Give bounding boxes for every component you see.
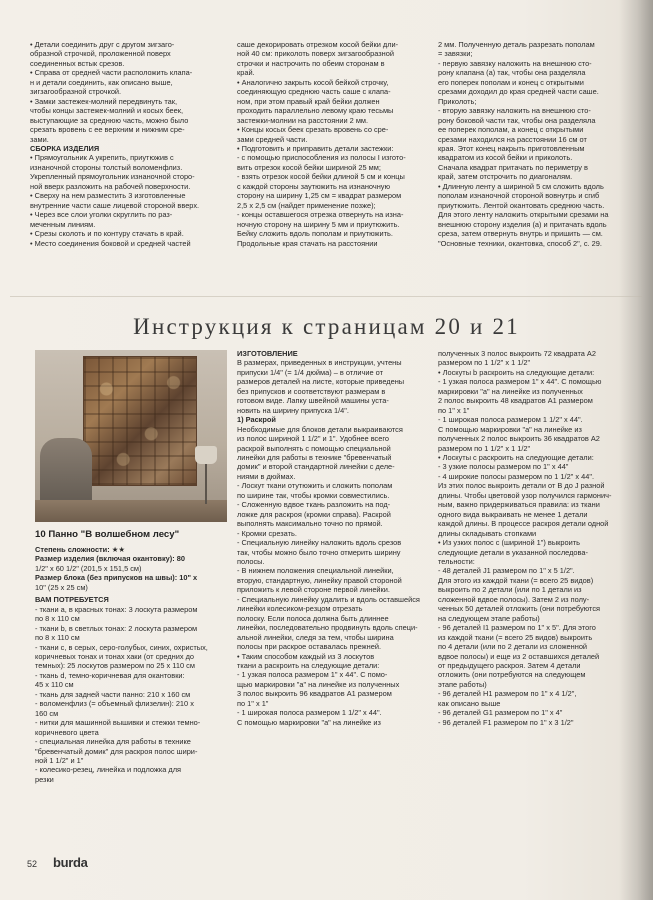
colF-line: • Из узких полос с (шириной 1") выкроить [438,538,580,548]
colC-line: Приколоть; [438,96,477,106]
colF-line: от предыдущего раскроя. Затем 4 детали [438,660,581,670]
colC-line: срезами находился на расстоянии 16 см от [438,134,587,144]
item-title: 10 Панно "В волшебном лесу" [35,529,180,540]
colD-line: 1/2" x 60 1/2" (201,5 x 151,5 см) [35,563,142,573]
colC-line: • Длинную ленту а шириной 5 см сложить вдоль [438,181,604,191]
colF-line: отложить (они потребуются на следующем [438,670,586,680]
colF-line: полученных 2 полос выкроить 36 квадратов A2 [438,434,600,444]
colD-line: коричневого цвета [35,727,99,737]
colA-line: изнаночной стороны толстый воломенфлиз. [30,162,183,172]
colE-line: ниями в дюймах. [237,471,296,481]
colE-line: новить на ширину припуска 1/4". [237,405,349,415]
colD-line: "бревенчатый домик" для раскроя полос шири- [35,746,198,756]
photo-quilt-panel-image [35,350,227,522]
colA-line: меченным линиям. [30,219,96,229]
text-column-top-left [30,40,220,248]
colA-line: • Детали соединить друг с другом зигзаго- [30,40,175,49]
colF-line: • Лоскуты c раскроить на следующие детали: [438,452,594,462]
colF-line: из каждой ткани (= всего 25 видов) выкроить [438,632,593,642]
colF-line: каждой длины. В процессе раскроя детали одной [438,519,609,529]
colE-line: • Таким способом каждый из 3 лоскутов [237,651,375,661]
colE-line: приложить к левой стороне первой линейки. [237,585,390,595]
colD-line: - ткани b, в светлых тонах: 2 лоскута размером [35,623,198,633]
colA-line: • Место соединения боковой и средней частей [30,238,191,248]
colF-line: - 48 деталей J1 размером по 1" x 5 1/2". [438,566,575,576]
colF-line: С помощью маркировки "a" на линейке из [438,424,582,434]
colD-line: - специальная линейка для работы в технике [35,737,191,747]
colB-line: - взять отрезок косой бейки длиной 5 см и концы [237,172,405,182]
colF-line: этапе работы) [438,679,487,689]
colA-line: • Справа от средней части расположить клапа- [30,68,193,78]
colB-line: проходить параллельно левому краю тесьмы [237,106,394,116]
colB-line: соединяющую среднюю часть саше с клапа- [237,87,391,97]
colE-line: размеров деталей на листе, которые приведены [237,377,405,387]
colE-line: - В нижнем положения специальной линейки, [237,566,394,576]
colC-line: приутюжить. Лентой окантовать среднюю часть. [438,200,605,210]
colA-line: образной строчкой, проложенной поверх [30,49,171,59]
colE-line: - Кромки срезать. [237,528,297,538]
colA-line: выступающие за среднюю часть, можно было [30,115,189,125]
colE-line: щью маркировки "a" на линейке из полученных [237,679,400,689]
colE-line: линейки, последовательно продвинуть вдоль специ- [237,623,418,633]
colD-line: ВАМ ПОТРЕБУЕТСЯ [35,595,109,605]
colF-line: длины складывать стопками [438,528,537,538]
colB-line: ночную сторону на ширину 5 мм и приутюжить. [237,219,400,229]
colE-line: выполнять максимально точно по прямой. [237,519,383,529]
colB-line: Продольные края стачать на расстоянии [237,238,378,248]
colD-line: - ткани a, в красных тонах: 3 лоскута размером [35,604,198,614]
colF-line: - 4 широкие полосы размером по 1 1/2" x 44". [438,471,594,481]
colF-line: ным, важно придерживаться правила: из ткани [438,500,600,510]
colF-line: - 1 узкая полоса размером 1" x 44". С помощью [438,377,602,387]
colD-line: по 8 x 110 см [35,614,80,624]
colD-line: ной 1 1/2" и 1" [35,755,84,765]
colB-line: зами средней части. [237,134,308,144]
colE-line: без припусков и соответствуют размерам в [237,386,386,396]
colF-line: по 1" x 1" [438,405,470,415]
colA-line: ной вверх разложить на рабочей поверхности. [30,181,191,191]
colB-line: • Аналогично закрыть косой бейкой строчку, [237,77,389,87]
colB-line: край. [237,68,255,78]
colE-line: вторую, стандартную, линейку правой стороной [237,575,402,585]
colE-line: С помощью маркировки "a" на линейке из [237,717,381,727]
colD-line: коричневых тонах и тонах хаки (от средних до [35,651,195,661]
colB-line: ной 40 см: приколоть поверх зигзагообразной [237,49,394,59]
colF-line: Для этого из каждой ткани (= всего 25 видов) [438,575,594,585]
colB-line: Бейку сложить вдоль пополам и приутюжить. [237,229,393,239]
colE-line: 1) Раскрой [237,415,276,425]
colF-line: на следующем этапе работы) [438,613,540,623]
text-column-top-middle [237,40,429,248]
colC-line: срезами доходил до края средней части саше. [438,87,599,97]
colF-line: полученных 3 полос выкроить 72 квадрата A2 [438,349,596,358]
colE-line: Необходимые для блоков детали выкраиваются [237,424,403,434]
colA-line: н и детали соединить, как описано выше, [30,77,173,87]
colF-line: - 1 широкая полоса размером 1 1/2" x 44". [438,415,583,425]
colB-line: • Подготовить и приправить детали застежки: [237,143,394,153]
colF-line: 2 полос выкроить 48 квадратов A1 размером [438,396,593,406]
colE-line: - Специальную линейку удалить и вдоль оставшейся [237,594,420,604]
colB-line: вить отрезок косой бейки шириной 25 мм; [237,162,381,172]
colC-line: - первую завязку наложить на внешнюю сто- [438,58,592,68]
colE-line: - Сложенную вдвое ткань разложить на под- [237,500,391,510]
colF-line: длины. Чтобы цветовой узор получился гармонич- [438,490,612,500]
colC-line: "Основные техники, окантовка, способ 2", с. 29. [438,238,602,248]
colF-line: маркировки "a" на линейке из полученных [438,386,583,396]
colE-line: линейки колесиком-резцом отрезать [237,604,363,614]
colC-line: - вторую завязку наложить на внешнюю сто- [438,106,591,116]
colA-line: • Сверху на нем разместить 3 изготовленные [30,191,186,201]
colA-line: Укрепленный прямоугольник изнаночной сторо- [30,172,195,182]
colF-line: размером по 1 1/2" x 1 1/2" [438,358,531,368]
colF-line: вдвое полосы) и еще из 2 оставшихся деталей [438,651,600,661]
colD-line: 45 x 110 см [35,680,74,690]
colF-line: как описано выше [438,698,501,708]
colA-line: • Срезы сколоть и по контуру стачать в край. [30,229,184,239]
colA-line: • Прямоугольник A укрепить, приутюжив с [30,153,174,163]
page-number: 52 [27,859,38,869]
colE-line: В размерах, приведенных в инструкции, учтены [237,358,402,368]
colB-line: с каждой стороны заутюжить на изнаночную [237,181,391,191]
colE-line: альной линейки, следя за тем, чтобы ширина [237,632,394,642]
colD-line: - нитки для машинной вышивки и стежки темно- [35,718,201,728]
colF-line: сложенной вдвое полосы). Затем 2 из полу- [438,594,590,604]
colC-line: среза, затем отвернуть внутрь и пришить — см. [438,229,603,239]
colC-line: внешнюю сторону изделия (а) и притачать вдоль [438,219,607,229]
colA-line: СБОРКА ИЗДЕЛИЯ [30,143,100,153]
colE-line: - Специальную линейку наложить вдоль срезов [237,538,402,548]
colE-line: - Лоскут ткани отутюжить и сложить пополам [237,481,393,491]
colD-line: Размер изделия (включая окантовку): 80 [35,554,185,564]
colD-line: - воломенфлиз (= объемный флизелин): 210 x [35,699,194,709]
colE-line: - 1 широкая полоса размером 1 1/2" x 44". [237,708,382,718]
colD-line: - колесико-резец, линейка и подложка для [35,765,182,775]
colE-line: готовом виде. Лапку швейной машины уста- [237,396,389,406]
colB-line: - концы оставшегося отрезка отвернуть на изна- [237,210,404,220]
colD-line: - ткани c, в серых, серо-голубых, синих, охристых, [35,642,208,652]
colD-line: темных): 25 лоскутов размером по 25 x 110 см [35,661,195,671]
colE-line: ложке для раскроя (кромки справа). Раскрой [237,509,391,519]
colF-line: Из этих полос выкроить детали от B до J разной [438,481,605,491]
colF-line: - 96 деталей F1 размером по 1" x 3 1/2" [438,717,574,727]
instructions-column-middle [237,349,437,727]
colC-line: рону клапана (а) так, чтобы она разделяла [438,68,586,78]
colF-line: - 96 деталей H1 размером по 1" x 4 1/2", [438,689,577,699]
colB-line: • Концы косых беек срезать вровень со сре- [237,125,389,135]
colE-line: линейки для работы в технике "бревенчатый [237,452,392,462]
colB-line: 2,5 x 2,5 см (найдет применение позже); [237,200,376,210]
colD-line: - ткань d, темно-коричневая для окантовки: [35,670,185,680]
colA-line: зами. [30,134,49,144]
text-column-top-right [438,40,628,248]
section-title: Инструкция к страницам 20 и 21 [133,314,520,339]
colE-line: из полос шириной 1 1/2" и 1". Удобнее всего [237,434,390,444]
colA-line: соединенных встык срезов. [30,58,125,68]
colF-line: одного вида выкраивать не менее 1 детали [438,509,588,519]
materials-column [35,545,230,784]
colB-line: сторону на ширину 1,25 см = квадрат размером [237,191,402,201]
colA-line: • Через все слои уголки скруглить по раз- [30,210,173,220]
burda-logo: burda [53,855,88,870]
colF-line: выкроить по 2 детали (или по 1 детали из [438,585,582,595]
colC-line: ее поперек пополам, а конец с открытыми [438,125,584,135]
colE-line: так, чтобы можно было точно отмерить ширину [237,547,401,557]
colA-line: • Замки застежек-молний передвинуть так, [30,96,178,106]
colB-line: - с помощью приспособления из полосы I изгото- [237,153,406,163]
colA-line: зигзагообразной строчкой. [30,87,122,97]
colC-line: Для этого ленту наложить открытыми срезами на [438,210,609,220]
colF-line: тельности: [438,556,475,566]
colD-line: - ткань для задней части панно: 210 x 160 см [35,689,191,699]
colE-line: припуски 1/4" (= 1/4 дюйма) – в отличие от [237,367,383,377]
colF-line: по 4 детали (или по 2 детали из сложенной [438,642,588,652]
colC-line: квадратом из косой бейки и приколоть. [438,153,573,163]
colC-line: его поперек пополам и конец с открытыми [438,77,584,87]
colC-line: = завязки; [438,49,473,59]
colC-line: 2 мм. Полученную деталь разрезать пополам [438,40,595,49]
colC-line: Сначала квадрат притачать по периметру в [438,162,588,172]
colA-line: срезать вровень с ее верхним и нижним сре- [30,125,185,135]
colC-line: край, затем отстрочить по диагоналям. [438,172,573,182]
colB-line: строчки и настрочить по обеим сторонам в [237,58,385,68]
colD-line: Степень сложности: ★★ [35,545,125,554]
colC-line: пополам изнаночной стороной вовнутрь и сгиб [438,191,600,201]
colB-line: ном, при этом правый край бейки должен [237,96,380,106]
colF-line: - 96 деталей I1 размером по 1" x 5". Для этого [438,623,596,633]
colE-line: по ширине так, чтобы кромки совместились. [237,490,390,500]
colD-line: Размер блока (без припусков на швы): 10" x [35,573,198,583]
colE-line: - 1 узкая полоса размером 1" x 44". С помо- [237,670,388,680]
colB-line: застежки-молнии на расстоянии 2 мм. [237,115,369,125]
colB-line: саше декорировать отрезком косой бейки дли- [237,40,399,49]
colF-line: размером по 1 1/2" x 1 1/2" [438,443,531,453]
colC-line: края. Этот конец накрыть приготовленным [438,143,585,153]
colE-line: полосы при раскрое оставалась прежней. [237,642,381,652]
colF-line: следующие детали в указанной последова- [438,547,588,557]
colD-line: резки [35,774,54,784]
colE-line: раскрой выполнять с помощью специальной [237,443,391,453]
colD-line: 160 см [35,708,59,718]
colE-line: домик" и второй стандартной линейки с деле- [237,462,395,472]
colF-line: • Лоскуты b раскроить на следующие детали: [438,367,595,377]
colF-line: ченных 50 деталей отложить (они потребуются [438,604,601,614]
colE-line: полосы. [237,556,265,566]
colA-line: внутренние части саше лицевой стороной вверх. [30,200,200,210]
colE-line: 3 полос выкроить 96 квадратов A1 размером [237,689,392,699]
colE-line: ИЗГОТОВЛЕНИЕ [237,349,298,358]
colF-line: - 3 узкие полосы размером по 1" x 44" [438,462,569,472]
colD-line: по 8 x 110 см [35,633,80,643]
colA-line: чтобы концы застежек-молний и косых беек, [30,106,183,116]
colD-line: 10" (25 x 25 см) [35,582,88,592]
colF-line: - 96 деталей G1 размером по 1" x 4" [438,708,563,718]
colE-line: по 1" x 1" [237,698,269,708]
colC-line: рону боковой части так, чтобы она разделяла [438,115,596,125]
instructions-column-right [438,349,630,727]
colE-line: полоску. Если полоса должна быть длиннее [237,613,389,623]
colE-line: ткани a раскроить на следующие детали: [237,660,380,670]
